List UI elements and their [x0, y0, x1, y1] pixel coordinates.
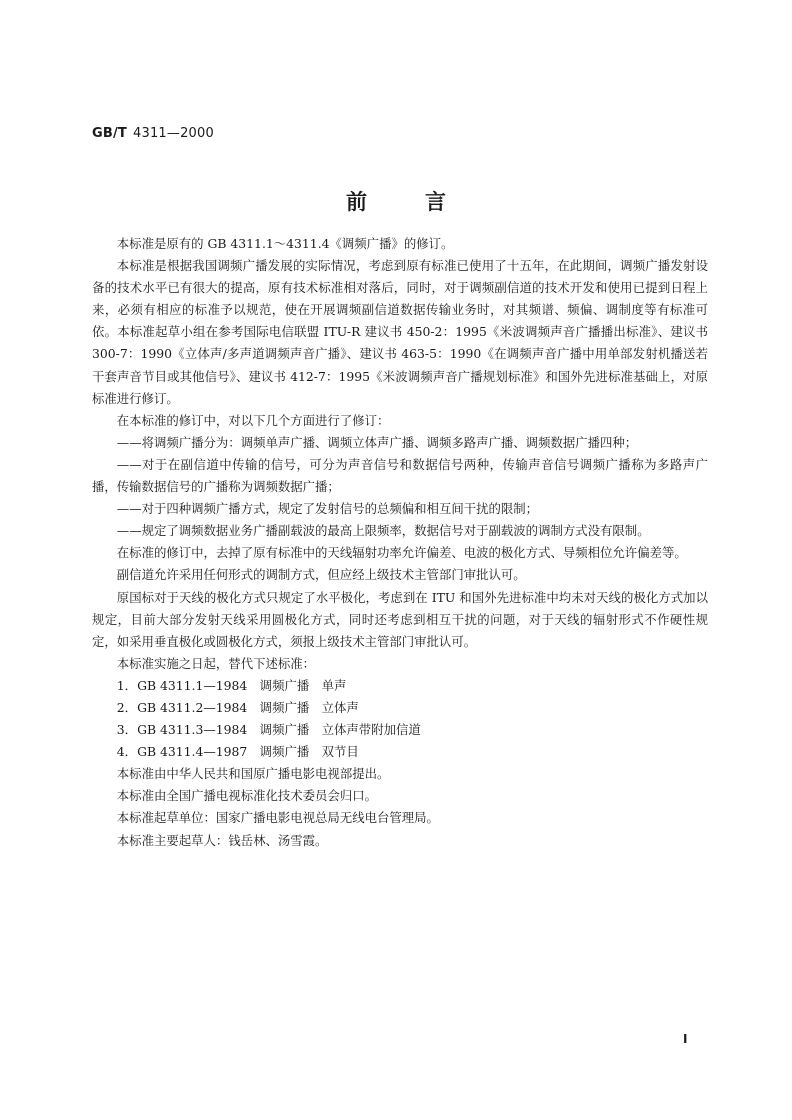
- paragraph-modulation: 副信道允许采用任何形式的调制方式，但应经上级技术主管部门审批认可。: [116, 567, 526, 583]
- title-char-1: 前: [346, 189, 367, 214]
- revision-item-3: ——对于四种调频广播方式，规定了发射信号的总频偏和相互间干扰的限制；: [116, 501, 539, 517]
- revision-item-2: ——对于在副信道中传输的信号，可分为声音信号和数据信号两种，传输声音信号调频广播称为多路声广播，传输数据信号的广播称为调频数据广播；: [92, 456, 708, 495]
- title-char-2: 言: [425, 189, 446, 214]
- paragraph-background: 本标准是根据我国调频广播发展的实际情况，考虑到原有标准已使用了十五年，在此期间，调频广播发射设备的技术水平已有很大的提高，原有技术标准相对落后，同时，对于调频副信道的技术开发和使用已提到日程上来，必须有相应的标准予以规范，使在开展调频副信道数据传输业务时，对其频谱、频偏、调制度等有标准可依。本标准起草小组在参考国际电信联盟 ITU-R 建议书 450-2：1995《米波调频声音广播播出标准》、建议书 300-7：1990《立体声/多声道调频声音广播》、建议书 463-5：1990《在调频声音广播中用单部发射机播送若干套声音节目或其他信号》、建议书 412-7：1995《米波调频声音广播规划标准》和国外先进标准基础上，对原标准进行修订。: [92, 258, 708, 406]
- paragraph-removed-items: 在标准的修订中，去掉了原有标准中的天线辐射功率允许偏差、电波的极化方式、导频相位允许偏差等。: [116, 545, 687, 561]
- revision-item-1: ——将调频广播分为：调频单声广播、调频立体声广播、调频多路声广播、调频数据广播四种；: [116, 434, 638, 450]
- foreword-body: [92, 233, 708, 852]
- paragraph-revision-intro: 在本标准的修订中，对以下几个方面进行了修订：: [116, 412, 390, 428]
- standard-code-header: [92, 126, 214, 141]
- replaced-standard-2: 2．GB 4311.2—1984 调频广播 立体声: [116, 699, 359, 715]
- paragraph-revision-note: 本标准是原有的 GB 4311.1～4311.4《调频广播》的修订。: [116, 236, 454, 251]
- standard-prefix: GB/T: [92, 126, 127, 141]
- standard-number: 4311—2000: [133, 126, 214, 141]
- paragraph-committee: 本标准由全国广播电视标准化技术委员会归口。: [116, 788, 377, 804]
- paragraph-polarization: 原国标对于天线的极化方式只规定了水平极化，考虑到在 ITU 和国外先进标准中均未对天线的极化方式加以规定，目前大部分发射天线采用圆极化方式，同时还考虑到相互干扰的问题，对于天线的辐射形式不作硬性规定，如采用垂直极化或圆极化方式，须报上级技术主管部门审批认可。: [92, 589, 708, 649]
- page-number: Ⅰ: [683, 1032, 688, 1046]
- replaced-standard-4: 4．GB 4311.4—1987 调频广播 双节目: [116, 744, 359, 760]
- revision-item-4: ——规定了调频数据业务广播副载波的最高上限频率，数据信号对于副载波的调制方式没有限制。: [116, 523, 650, 539]
- paragraph-drafting-unit: 本标准起草单位：国家广播电影电视总局无线电台管理局。: [116, 810, 439, 826]
- replaced-standard-3: 3．GB 4311.3—1984 调频广播 立体声带附加信道: [116, 722, 421, 738]
- paragraph-replacement-intro: 本标准实施之日起，替代下述标准：: [116, 655, 316, 671]
- section-title: [0, 186, 792, 216]
- paragraph-proposer: 本标准由中华人民共和国原广播电影电视部提出。: [116, 766, 390, 782]
- replaced-standard-1: 1．GB 4311.1—1984 调频广播 单声: [116, 677, 347, 693]
- paragraph-drafters: 本标准主要起草人：钱岳林、汤雪霞。: [116, 832, 328, 848]
